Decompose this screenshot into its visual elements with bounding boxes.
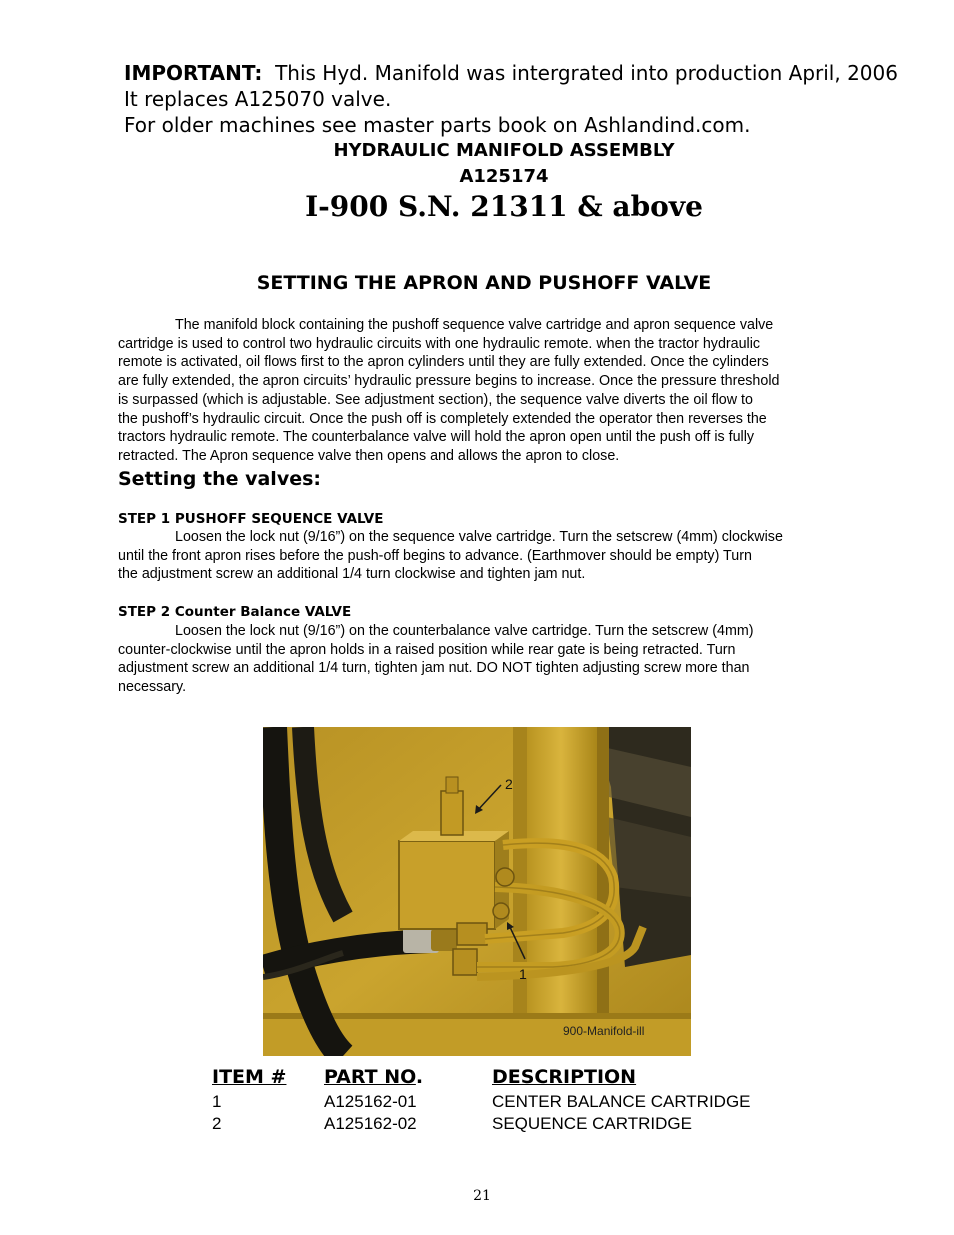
counterbalance-cartridge xyxy=(457,923,487,945)
header-description: DESCRIPTION xyxy=(492,1066,637,1088)
step2-heading: STEP 2 Counter Balance VALVE xyxy=(118,604,352,620)
intro-line: the pushoff’s hydraulic circuit. Once the push off is completely extended the operator then reverses the xyxy=(118,410,767,427)
header-part-label: PART NO xyxy=(324,1066,416,1088)
step1-paragraph xyxy=(118,528,858,584)
intro-line: is surpassed (which is adjustable. See adjustment section), the sequence valve diverts the oil flow to xyxy=(118,391,753,408)
manifold-illustration xyxy=(263,727,691,1056)
step2-paragraph xyxy=(118,622,858,697)
notice-line-3: For older machines see master parts book on Ashlandind.com. xyxy=(124,113,751,137)
photo-caption: 900-Manifold-ill xyxy=(563,1024,645,1038)
row2-part: A125162-02 xyxy=(324,1114,417,1133)
callout-label-2: 2 xyxy=(505,776,513,792)
callout-label-1: 1 xyxy=(519,966,527,982)
section-title: SETTING THE APRON AND PUSHOFF VALVE xyxy=(256,272,712,294)
intro-line: retracted. The Apron sequence valve then opens and allows the apron to close. xyxy=(118,447,620,464)
manifold-photo xyxy=(263,727,691,1056)
notice-line-1: This Hyd. Manifold was intergrated into production April, 2006 xyxy=(275,61,898,85)
step1-heading: STEP 1 PUSHOFF SEQUENCE VALVE xyxy=(118,511,384,527)
row1-item: 1 xyxy=(212,1092,222,1111)
assembly-title: HYDRAULIC MANIFOLD ASSEMBLY xyxy=(333,140,675,161)
intro-line: cartridge is used to control two hydraulic circuits with one hydraulic remote. when the tractor hydraulic xyxy=(118,335,761,352)
important-label: IMPORTANT: xyxy=(124,61,263,85)
intro-line: are fully extended, the apron circuits’ hydraulic pressure begins to increase. Once the pressure threshold xyxy=(118,373,780,390)
header-part xyxy=(324,1066,423,1088)
step1-line: Loosen the lock nut (9/16”) on the sequence valve cartridge. Turn the setscrew (4mm) clockwise xyxy=(175,529,783,545)
intro-paragraph xyxy=(118,316,858,466)
page-number: 21 xyxy=(473,1188,491,1204)
setting-valves-heading: Setting the valves: xyxy=(118,468,321,490)
row2-item: 2 xyxy=(212,1114,222,1133)
sequence-cartridge xyxy=(441,791,463,835)
important-notice xyxy=(124,60,898,138)
header-item: ITEM # xyxy=(212,1066,287,1088)
step2-line: Loosen the lock nut (9/16”) on the counterbalance valve cartridge. Turn the setscrew (4mm) xyxy=(175,623,754,639)
step1-line: until the front apron rises before the push-off begins to advance. (Earthmover should be empty) Turn xyxy=(118,547,752,564)
row2-desc: SEQUENCE CARTRIDGE xyxy=(492,1114,692,1133)
header-part-dot: . xyxy=(415,1066,424,1088)
step2-line: counter-clockwise until the apron holds in a raised position while rear gate is being retracted. Turn xyxy=(118,641,736,658)
intro-line: tractors hydraulic remote. The counterbalance valve will hold the apron open until the push off is fully xyxy=(118,429,755,446)
manifold-block xyxy=(399,841,495,929)
step2-line: adjustment screw an additional 1/4 turn, tighten jam nut. DO NOT tighten adjusting screw more than xyxy=(118,660,750,677)
assembly-part-number: A125174 xyxy=(459,166,549,187)
row1-part: A125162-01 xyxy=(324,1092,417,1111)
row1-desc: CENTER BALANCE CARTRIDGE xyxy=(492,1092,751,1111)
step1-line: the adjustment screw an additional 1/4 turn clockwise and tighten jam nut. xyxy=(118,566,586,583)
intro-line: The manifold block containing the pushoff sequence valve cartridge and apron sequence valve xyxy=(175,317,774,333)
model-serial-heading: I-900 S.N. 21311 & above xyxy=(305,190,703,223)
intro-line: remote is activated, oil flows first to the apron cylinders until they are fully extended. Once the cylinders xyxy=(118,354,769,371)
step2-line: necessary. xyxy=(118,679,187,696)
notice-line-2: It replaces A125070 valve. xyxy=(124,87,392,111)
